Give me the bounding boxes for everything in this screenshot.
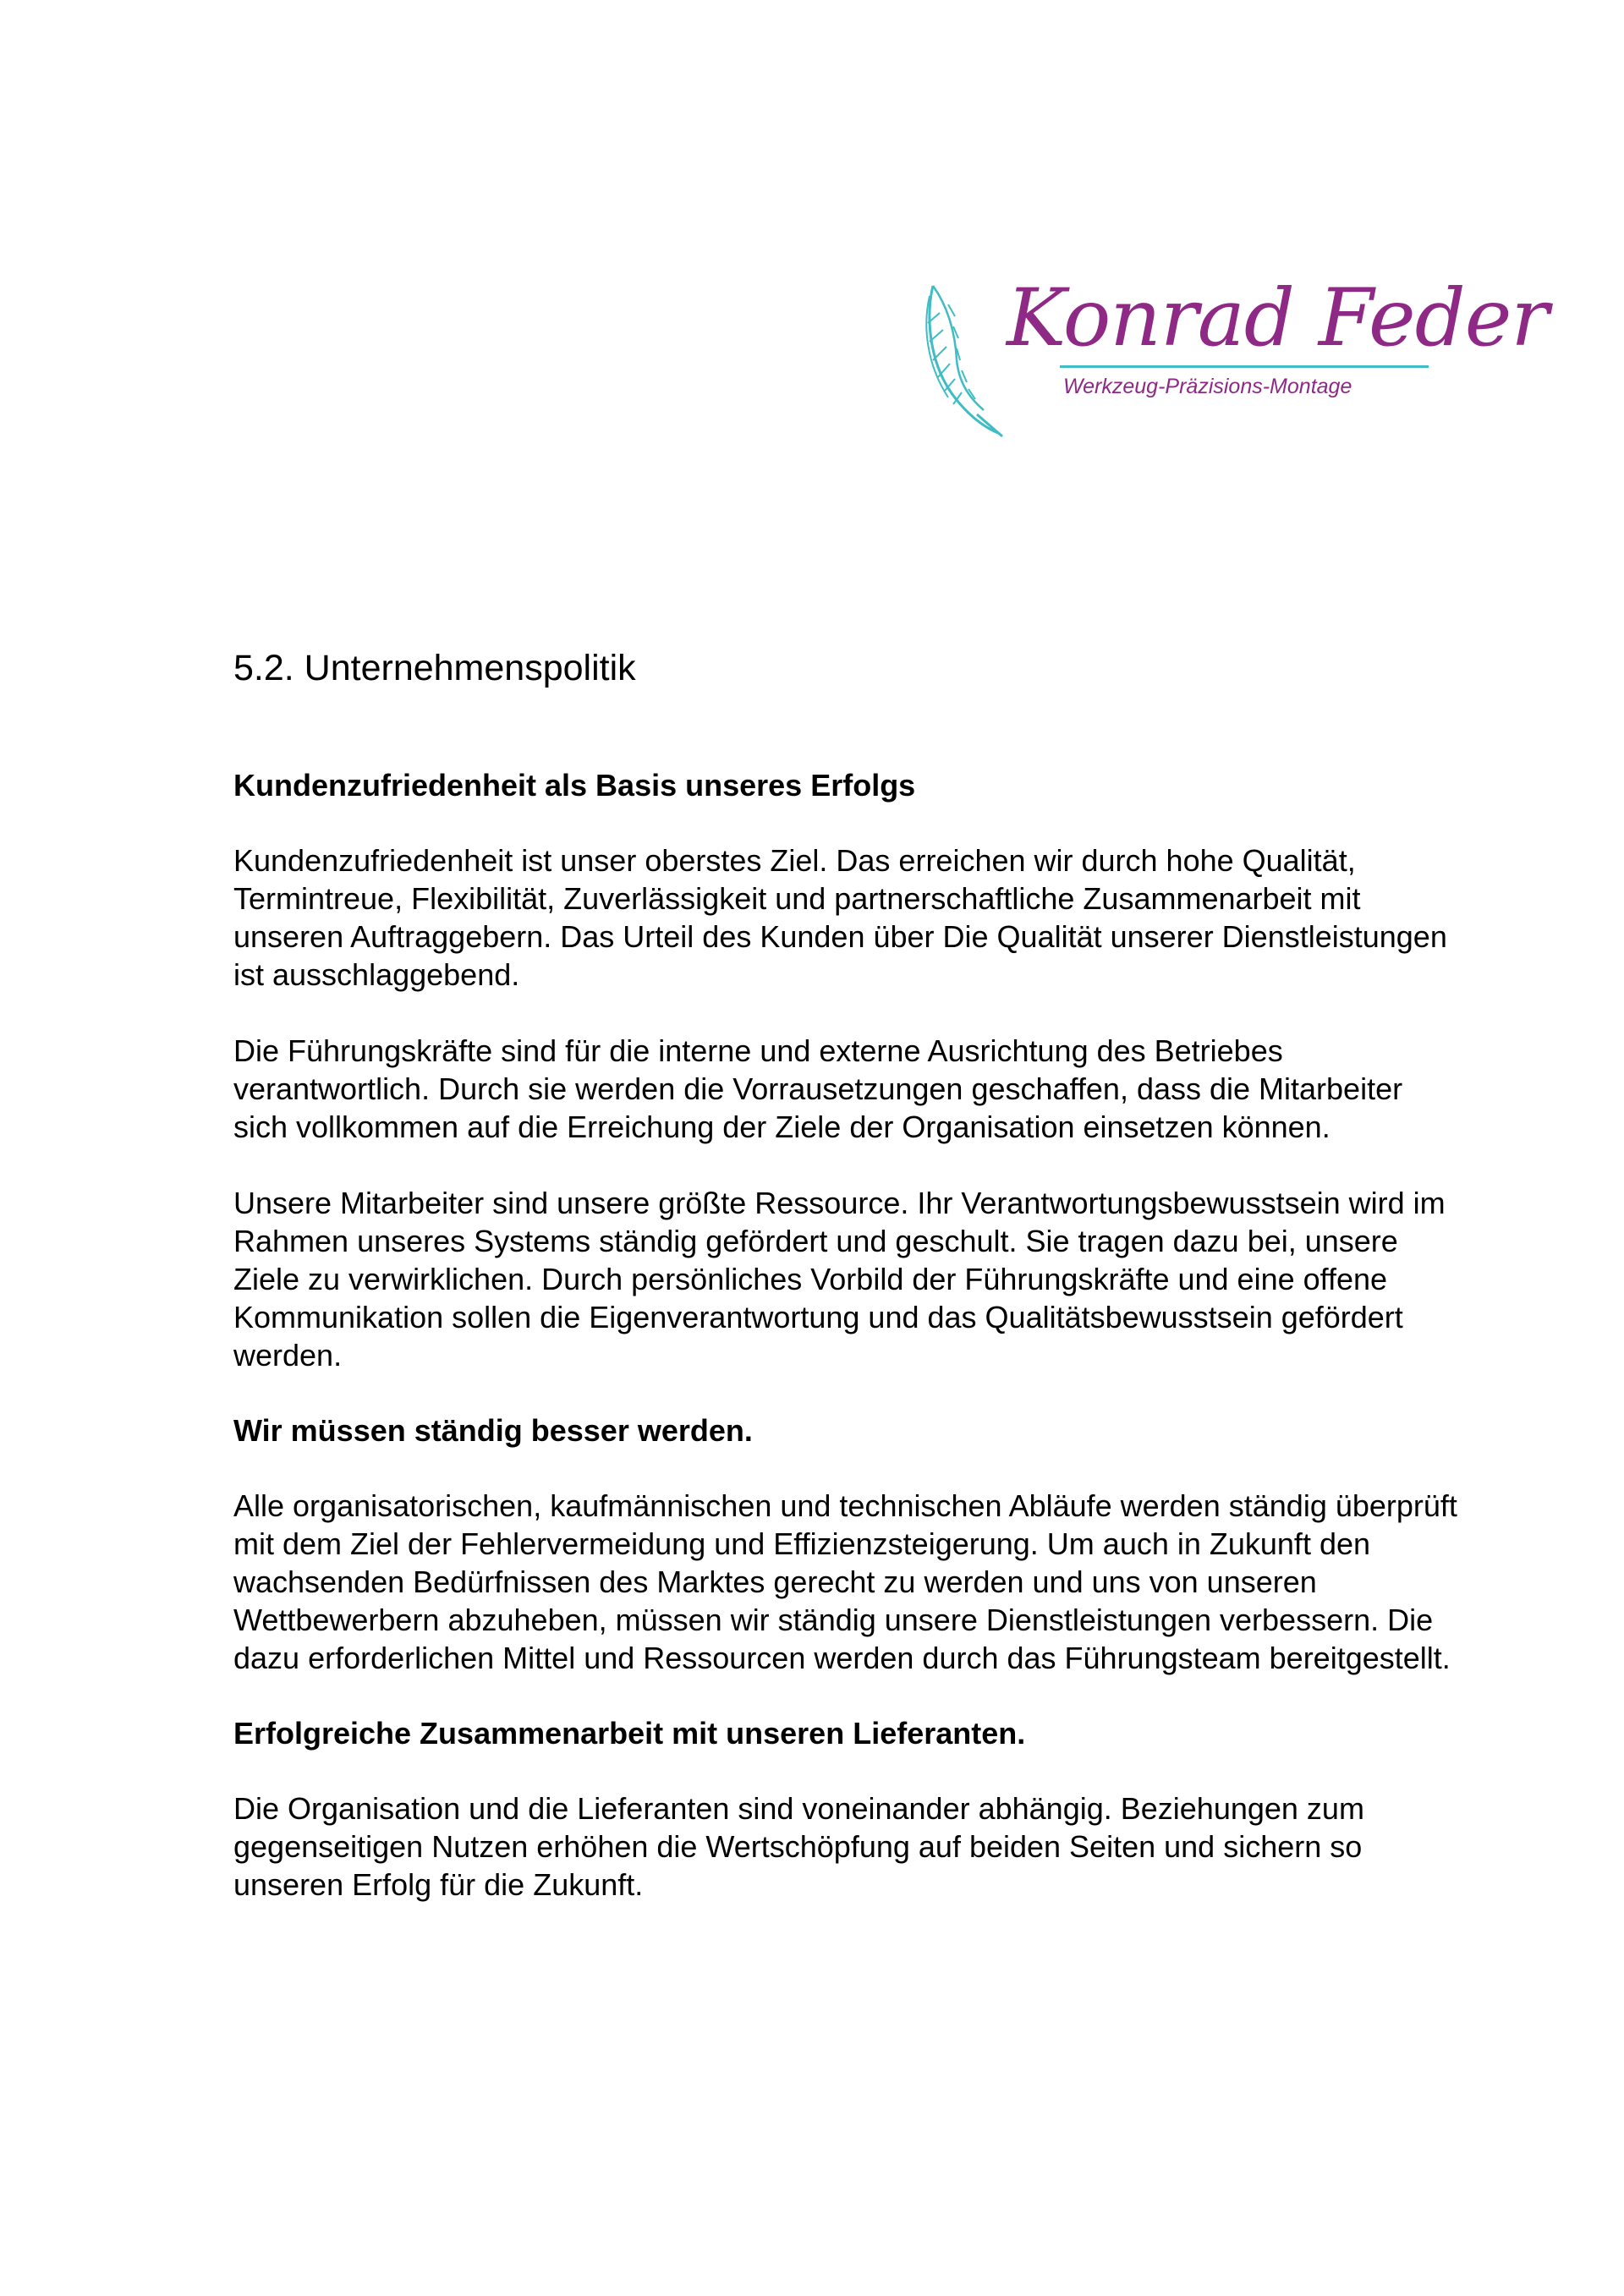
paragraph-suppliers: Die Organisation und die Lieferanten sind voneinander abhängig. Beziehungen zum gegenseitigen Nutzen erhöhen die Wertschöpfung auf beiden Seiten und sichern so unseren Erfolg für die Zukunft. (233, 1791, 1364, 1903)
paragraph-continuous-improvement: Alle organisatorischen, kaufmännischen und technischen Abläufe werden ständig überprüft mit dem Ziel der Fehlervermeidung und Effizienzsteigerung. Um auch in Zukunft den wachsenden Bedürfnissen des Marktes gerecht zu werden und uns von unseren Wettbewerbern abzuheben, müssen wir ständig unsere Dienstleistungen verbessern. Die dazu erforderlichen Mittel und Ressourcen werden durch das Führungsteam bereitgestellt. (233, 1488, 1457, 1675)
logo-tagline: Werkzeug-Präzisions-Montage (1063, 375, 1352, 398)
heading-customer-satisfaction: Kundenzufriedenheit als Basis unseres Erfolgs (233, 767, 916, 803)
paragraph-employees: Unsere Mitarbeiter sind unsere größte Ressource. Ihr Verantwortungsbewusstsein wird im Rahmen unseres Systems ständig gefördert und geschult. Sie tragen dazu bei, unsere Ziele zu verwirklichen. Durch persönliches Vorbild der Führungskräfte und eine offene Kommunikation sollen die Eigenverantwortung und das Qualitätsbewusstsein gefördert werden. (233, 1185, 1446, 1373)
section-title: 5.2. Unternehmenspolitik (233, 648, 636, 688)
paragraph-customer-satisfaction: Kundenzufriedenheit ist unser oberstes Ziel. Das erreichen wir durch hohe Qualität, Termintreue, Flexibilität, Zuverlässigkeit und partnerschaftliche Zusammenarbeit mit unseren Auftraggebern. Das Urteil des Kunden über Die Qualität unserer Dienstleistungen ist ausschlaggebend. (233, 842, 1447, 992)
heading-suppliers: Erfolgreiche Zusammenarbeit mit unseren Lieferanten. (233, 1715, 1026, 1751)
heading-continuous-improvement: Wir müssen ständig besser werden. (233, 1412, 753, 1448)
feather-icon (918, 279, 1011, 440)
logo-underline (1060, 365, 1429, 368)
document-body (233, 647, 1460, 1942)
company-logo (918, 272, 1549, 440)
paragraph-management: Die Führungskräfte sind für die interne und externe Ausrichtung des Betriebes verantwortlich. Durch sie werden die Vorrausetzungen geschaffen, dass die Mitarbeiter sich vollkommen auf die Erreichung der Ziele der Organisation einsetzen können. (233, 1033, 1403, 1144)
logo-name: Konrad Feder (1007, 272, 1549, 364)
